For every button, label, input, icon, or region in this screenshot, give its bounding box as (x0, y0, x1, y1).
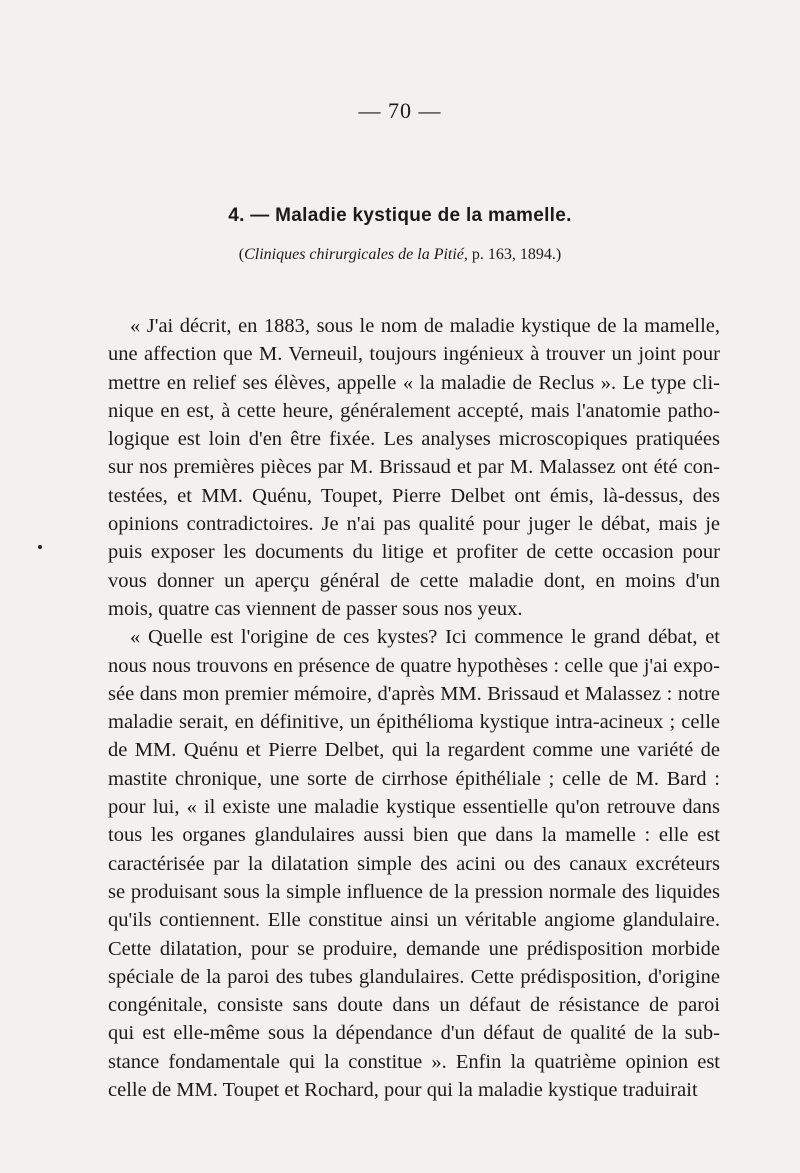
text-line: vous donner un aperçu général de cette maladie dont, en moins d'un (108, 569, 720, 592)
text-line: de MM. Quénu et Pierre Delbet, qui la regardent comme une variété de (108, 739, 720, 762)
text-line: mois, quatre cas viennent de passer sous nos yeux. (108, 597, 523, 620)
text-line: stance fondamentale qui la constitue ». Enfin la quatrième opinion est (108, 1050, 720, 1073)
text-line: se produisant sous la simple influence de la pression normale des liquides (108, 880, 720, 903)
text-line: une affection que M. Verneuil, toujours ingénieux à trouver un joint pour (108, 343, 720, 366)
page-number: — 70 — (358, 98, 442, 123)
text-line: qu'ils contiennent. Elle constitue ainsi un véritable angiome glandulaire. (108, 909, 720, 932)
paragraph-2 (108, 623, 720, 1104)
text-line: pour lui, « il existe une maladie kystique essentielle qu'on retrouve dans (108, 796, 720, 819)
text-line: caractérisée par la dilatation simple des acini ou des canaux excréteurs (108, 852, 720, 875)
text-line: mastite chronique, une sorte de cirrhose épithéliale ; celle de M. Bard : (108, 767, 720, 790)
text-line: testées, et MM. Quénu, Toupet, Pierre Delbet ont émis, là-dessus, des (108, 484, 720, 507)
citation-open: ( (238, 246, 245, 263)
text-line: sur nos premières pièces par M. Brissaud et par M. Malassez ont été con- (108, 456, 720, 479)
text-line: Cette dilatation, pour se produire, demande une prédisposition morbide (108, 937, 720, 960)
text-line: « Quelle est l'origine de ces kystes? Ici commence le grand débat, et (130, 626, 720, 649)
section-heading: 4. — Maladie kystique de la mamelle. (228, 205, 572, 226)
text-line: puis exposer les documents du litige et profiter de cette occasion pour (108, 541, 720, 564)
text-line: nous nous trouvons en présence de quatre hypothèses : celle que j'ai expo- (108, 654, 720, 677)
citation-details: p. 163, 1894.) (467, 246, 562, 263)
paragraph-1 (108, 312, 720, 623)
ink-speck (38, 545, 42, 549)
text-line: qui est elle-même sous la dépendance d'un défaut de qualité de la sub- (108, 1022, 720, 1045)
citation (0, 246, 800, 264)
text-line: mettre en relief ses élèves, appelle « la maladie de Reclus ». Le type cli- (108, 371, 720, 394)
text-line: celle de MM. Toupet et Rochard, pour qui la maladie kystique traduirait (108, 1079, 698, 1102)
citation-source: Cliniques chirurgicales de la Pitié, (244, 246, 468, 263)
text-line: opinions contradictoires. Je n'ai pas qualité pour juger le débat, mais je (108, 513, 720, 536)
text-line: logique est loin d'en être fixée. Les analyses microscopiques pratiquées (108, 428, 720, 451)
text-line: congénitale, consiste sans doute dans un défaut de résistance de paroi (108, 994, 720, 1017)
text-line: « J'ai décrit, en 1883, sous le nom de maladie kystique de la mamelle, (130, 315, 720, 337)
text-line: tous les organes glandulaires aussi bien que dans la mamelle : elle est (108, 824, 720, 847)
text-line: spéciale de la paroi des tubes glandulaires. Cette prédisposition, d'origine (108, 965, 720, 988)
text-line: maladie serait, en définitive, un épithélioma kystique intra-acineux ; celle (108, 711, 720, 734)
text-line: nique en est, à cette heure, généralement accepté, mais l'anatomie patho- (108, 399, 720, 422)
body-text (108, 312, 720, 1104)
text-line: sée dans mon premier mémoire, d'après MM. Brissaud et Malassez : notre (108, 682, 720, 705)
